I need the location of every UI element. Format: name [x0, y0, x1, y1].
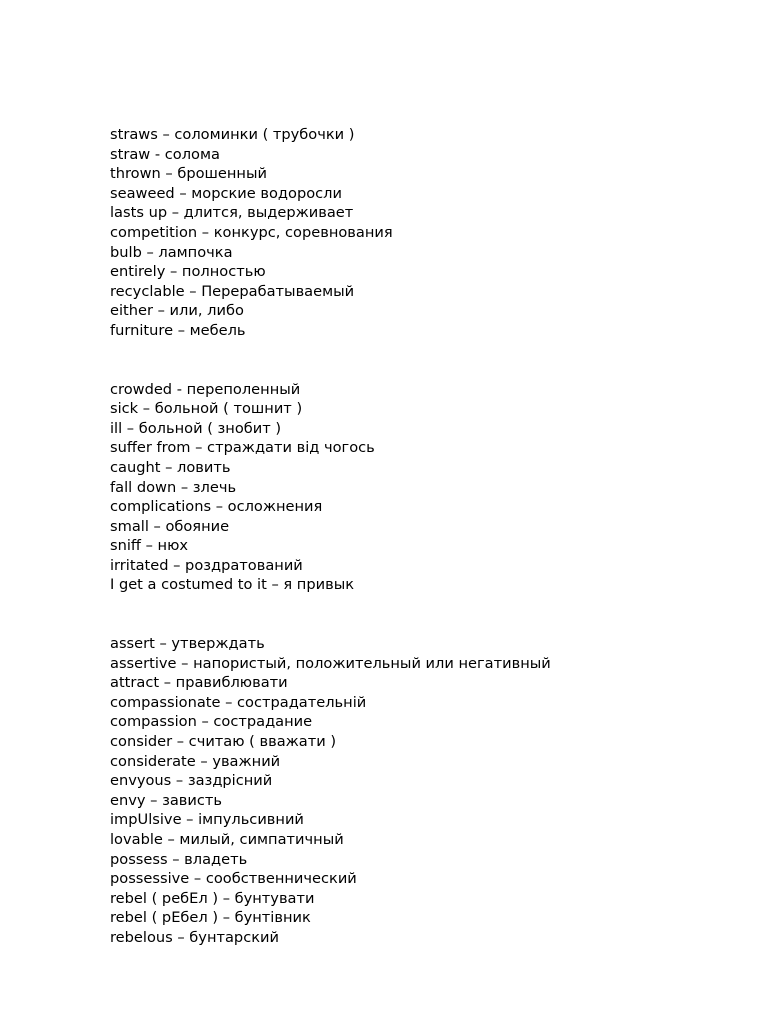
vocab-line: rebelous – бунтарский: [110, 928, 280, 946]
vocab-line: fall down – злечь: [110, 478, 237, 496]
vocab-line: possess – владеть: [110, 850, 248, 868]
vocab-line: competition – конкурс, соревнования: [110, 223, 393, 241]
vocab-line: suffer from – страждати від чогось: [110, 439, 375, 457]
vocab-line: recyclable – Перерабатываемый: [110, 282, 355, 300]
vocab-line: possessive – сообственнический: [110, 870, 357, 888]
vocab-line: ill – больной ( знобит ): [110, 419, 282, 437]
vocab-line: bulb – лампочка: [110, 243, 233, 261]
vocab-line: crowded - переполенный: [110, 380, 301, 398]
vocab-line: attract – правиблювати: [110, 674, 288, 692]
vocab-line: sniff – нюх: [110, 537, 188, 555]
vocab-line: irritated – роздратований: [110, 556, 303, 574]
vocab-line: compassionate – сострадательній: [110, 693, 367, 711]
vocab-line: seaweed – морские водоросли: [110, 184, 342, 202]
vocab-line: envyous – заздрісний: [110, 772, 273, 790]
vocab-line: straw - солома: [110, 145, 220, 163]
vocab-line: thrown – брошенный: [110, 165, 267, 183]
vocab-line: impUlsive – імпульсивний: [110, 811, 304, 829]
vocabulary-group-1: [110, 125, 750, 341]
vocab-line: sick – больной ( тошнит ): [110, 400, 303, 418]
vocab-line: either – или, либо: [110, 302, 244, 320]
vocab-line: assert – утверждать: [110, 635, 265, 653]
vocabulary-group-2: [110, 380, 750, 596]
vocab-line: envy – зависть: [110, 791, 222, 809]
vocab-line: considerate – уважний: [110, 752, 281, 770]
vocab-line: lasts up – длится, выдерживает: [110, 204, 354, 222]
vocab-line: furniture – мебель: [110, 321, 246, 339]
vocab-line: I get a costumed to it – я привык: [110, 576, 355, 594]
vocab-line: caught – ловить: [110, 458, 231, 476]
vocab-line: lovable – милый, симпатичный: [110, 831, 344, 848]
vocab-line: small – обояние: [110, 517, 230, 535]
vocabulary-group-3: [110, 634, 750, 948]
document-page: [110, 125, 750, 948]
vocab-line: rebel ( рЕбел ) – бунтівник: [110, 909, 311, 927]
vocab-line: straws – соломинки ( трубочки ): [110, 126, 355, 143]
vocab-line: entirely – полностью: [110, 263, 266, 281]
vocab-line: assertive – напористый, положительный или негативный: [110, 654, 551, 672]
vocab-line: rebel ( ребЕл ) – бунтувати: [110, 889, 315, 907]
vocab-line: compassion – сострадание: [110, 713, 313, 731]
vocab-line: complications – осложнения: [110, 498, 323, 516]
vocab-line: consider – считаю ( вважати ): [110, 733, 337, 751]
